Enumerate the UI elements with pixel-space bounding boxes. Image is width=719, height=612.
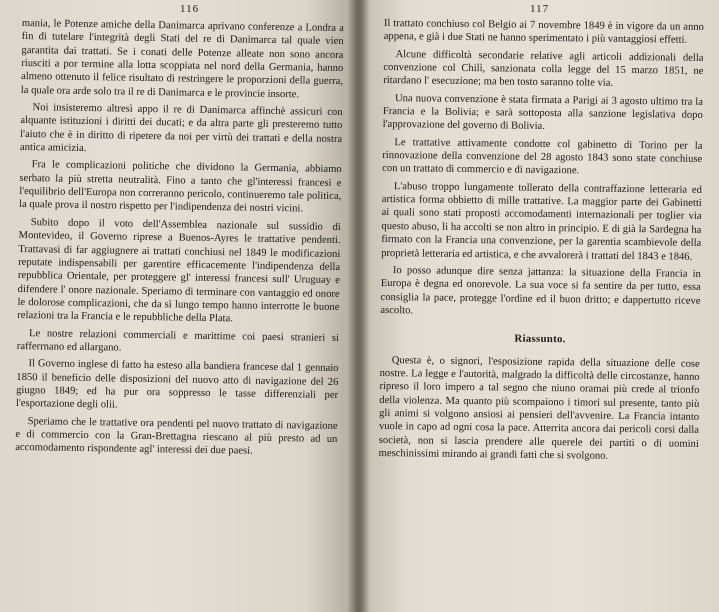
right-page-text <box>379 17 704 468</box>
section-heading <box>380 331 700 348</box>
paragraph: Io posso adunque dire senza jattanza: la situazione della Francia in Europa è degna ed onorevole. La sua voce si fa sentire da per tutto, essa consiglia la pace, protegge l'ordine ed il buon dritto; e dappertutto riceve ascolto. <box>380 264 701 317</box>
paragraph: Speriamo che le trattative ora pendenti pel nuovo trattato di navigazione e di commercio con la Gran-Brettagna riescano al più presto ad un accomodamento rispondente agl' interessi dei due paesi. <box>15 415 338 457</box>
paragraph: mania, le Potenze amiche della Danimarca aprivano conferenze a Londra a fin di tutelare l'integrità degli Stati del re di Danimarca tal quale vien garantita dai trattati. Se i conati delle Potenze alleate non sono ancora riusciti a por termine alla lotta scoppiata nel nord della Germania, hanno almeno ottenuto il felice risultato di restringere le proporzioni della guerra, la quale ora arde solo tra il re di Danimarca e le provincie insorte. <box>20 17 344 101</box>
paragraph: Le nostre relazioni commerciali e marittime coi paesi stranieri si rafferrnano ed allargano. <box>16 327 340 354</box>
left-page-text <box>15 17 344 464</box>
paragraph: Noi insisteremo altresì appo il re di Danimarca affinchè assicuri con alquante istituzioni i diritti dei ducati; e da altra parte gli presteremo tutto l'aiuto che è in diritto di ripetere da noi per virtù dei trattati e della nostra antica amicizia. <box>19 102 343 155</box>
page-number-right: 117 <box>530 3 550 15</box>
book-gutter <box>348 0 370 612</box>
paragraph: Fra le complicazioni politiche che dividono la Germania, abbiamo serbato la più stretta neutralità. Fino a tanto che gl'interessi francesi e l'equilibrio dell'Europa non correranno pericolo, continueremo tale politica, la quale prova il nostro rispetto per l'indipendenza dei nostri vicini. <box>18 159 342 215</box>
page-number-left: 116 <box>180 3 200 15</box>
paragraph: Il trattato conchiuso col Belgio ai 7 novembre 1849 è in vigore da un anno appena, e già i due Stati ne hanno sperimentato i più vantaggiosi effetti. <box>383 17 704 47</box>
paragraph: Il Governo inglese di fatto ha esteso alla bandiera francese dal 1 gennaio 1850 il beneficio delle disposizioni del nuovo atto di navigazione del 26 giugno 1849; ed ha pur ora soppresso le tasse differenziali per l'esportazione degli olii. <box>15 358 339 411</box>
paragraph: Una nuova convenzione è stata firmata a Parigi ai 3 agosto ultimo tra la Francia e la Bolivia; e sarà sottoposta alla sanzione legislativa dopo l'approvazione del governo di Bolivia. <box>382 92 704 133</box>
closing-paragraph: Questa è, o signori, l'esposizione rapida della situazione delle cose nostre. La legge e l'autorità, malgrado la difficoltà delle circostanze, hanno ripreso il loro impero a tal segno che niuno oramai più crede al trionfo della violenza. Ma quanto più scompaiono i timori sul presente, tanto più gli animi si volgono ansiosi ai pensieri dell'avvenire. La Francia intanto vuole in capo ad ogni cosa la pace. Atterrita ancora dai pericoli corsi dalla società, non si lascia prendere alle querele dei partiti o di uomini meschinissimi mirando ai grandi fatti che si svolgono. <box>378 354 700 462</box>
paragraph: L'abuso troppo lungamente tollerato della contraffazione letteraria ed artistica forma obbietto di mille trattative. La maggior parte dei Gabinetti ai quali sono stati proposti accomodamenti internazionali per toglier via questo abuso, li ha accolti se non altro in principio. E di già la Sardegna ha firmato con la Francia una convenzione, per la garentia scambievole della proprietà letteraria ed artistica, e che avvalorerà i trattati del 1843 e 1846. <box>381 180 702 263</box>
paragraph: Alcune difficoltà secondarie relative agli articoli addizionali della convenzione col Chilì, sanzionata colla legge del 15 marzo 1851, ne ritardano l' esecuzione; ma ben tosto saranno tolte via. <box>383 48 704 90</box>
paragraph: Subito dopo il voto dell'Assemblea nazionale sul sussidio di Montevideo, il Governo riprese a Buenos-Ayres le trattative pendenti. Trattavasi di far aggiugnere ai trattati conchiusi nel 1849 le modificazioni reputate indispensabili per garentire efficacemente l'indipendenza della repubblica Orientale, per proteggere gl' interessi francesi sull' Uruguay e difendere l' onore nazionale. Speriamo di terminare con vantaggio ed onore le dolorose complicazioni, che da sì lungo tempo hanno interrotte le buone relazioni tra la Francia e le repubbliche della Plata. <box>17 216 341 325</box>
paragraph: Le trattative attivamente condotte col gabinetto di Torino per la rinnovazione della convenzione del 28 agosto 1843 sono state conchiuse con un trattato di commercio e di navigazione. <box>382 136 703 177</box>
left-page <box>0 0 358 612</box>
right-page <box>358 0 719 612</box>
section-heading-text: Riassunto. <box>514 332 566 346</box>
